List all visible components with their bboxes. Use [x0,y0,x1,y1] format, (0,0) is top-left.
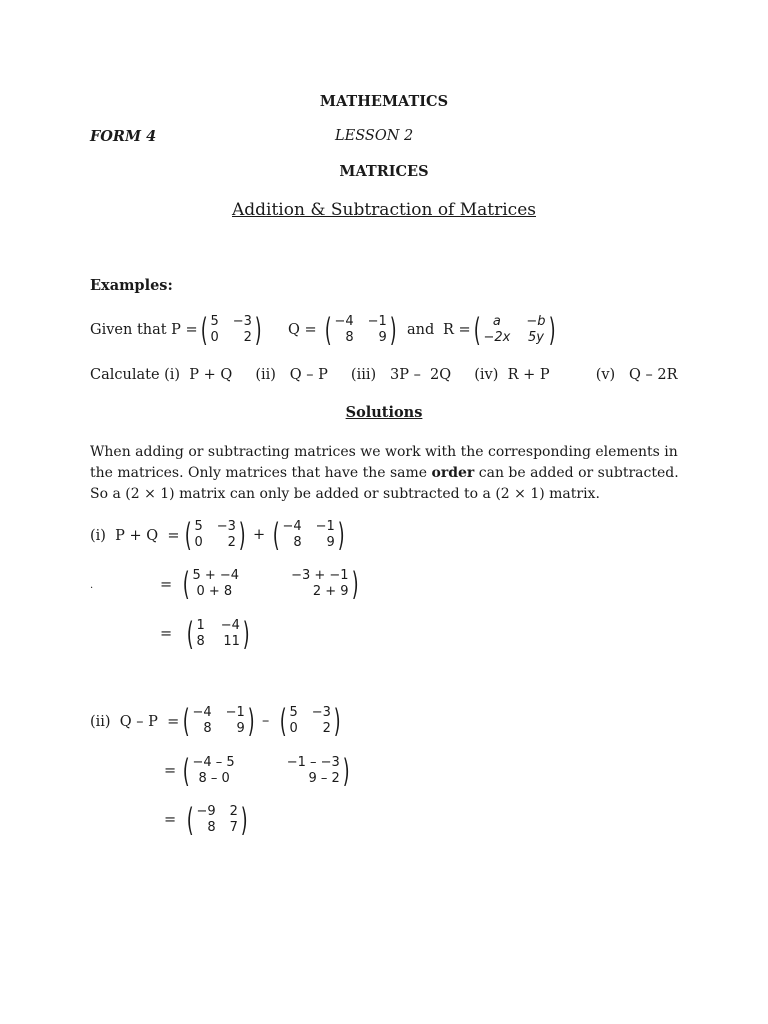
matrix-cell: −9 [196,804,216,819]
matrix-cell: 11 [223,634,240,649]
part-i-matrix-p: ( 5 −3 0 2 ) [184,516,246,554]
equals-sign: = [160,577,173,593]
matrix-cell: −1 [367,314,387,329]
matrix-cell: 0 [194,535,203,550]
equals-sign: = [164,763,177,779]
matrix-cell: 8 [345,330,354,345]
matrix-r: ( a −b −2x 5y ) [473,311,556,349]
para-line-1: When adding or subtracting matrices we work with the corresponding elements in [90,444,678,460]
matrix-cell: 9 [326,535,335,550]
order-emphasis: order [431,465,475,481]
matrix-cell: −3 [216,519,236,534]
matrix-cell: 2 + 9 [312,584,349,599]
matrix-cell: 8 – 0 [198,771,230,786]
part-ii-matrix-q: ( −4 −1 8 9 ) [182,702,255,740]
matrix-cell: 9 [236,721,245,736]
equals-sign: = [164,812,177,828]
para-line-3: So a (2 × 1) matrix can only be added or subtracted to a (2 × 1) matrix. [90,486,600,502]
para-text: the matrices. Only matrices that have the same [90,465,432,481]
matrix-cell: 0 + 8 [196,584,233,599]
matrix-cell: 9 – 2 [308,771,340,786]
matrix-cell: 8 [196,634,205,649]
minus-sign: – [262,713,270,729]
matrix-cell: −4 [192,705,212,720]
page-heading: Addition & Subtraction of Matrices [232,200,536,220]
matrix-cell: −3 + −1 [291,568,349,583]
q-label: Q = [288,322,317,338]
matrix-q-cells [334,314,386,346]
matrix-cell: −b [526,314,546,329]
topic-title: MATRICES [339,163,429,180]
matrix-cell: −3 [311,705,331,720]
part-ii-result-matrix: ( −9 2 8 7 ) [186,801,248,839]
matrix-cell: −4 [334,314,354,329]
and-text: and [407,322,435,338]
matrix-cell: 8 [203,721,212,736]
subject-title: MATHEMATICS [319,93,449,110]
matrix-cell: 7 [229,820,238,835]
lesson-label: LESSON 2 [335,128,414,144]
matrix-cell: 5 + −4 [192,568,240,583]
part-i-label: (i) P + Q = [90,528,180,544]
matrix-cell: 9 [378,330,387,345]
matrix-cell: 2 [227,535,236,550]
matrix-cell: −1 [225,705,245,720]
matrix-cell: 2 [229,804,238,819]
matrix-cell: −4 [282,519,302,534]
matrix-cell: 5 [194,519,203,534]
matrix-cell: 0 [210,330,219,345]
para-text: can be added or subtracted. [474,465,679,481]
matrix-cell: −1 [315,519,335,534]
matrix-cell: −1 – −3 [286,755,340,770]
equals-sign: = [160,626,173,642]
part-ii-step-matrix: ( −4 – 5 −1 – −3 8 – 0 9 – 2 ) [182,752,350,790]
matrix-cell: a [492,314,501,329]
matrix-q: ( −4 −1 8 9 ) [324,311,397,349]
matrix-cell: 2 [322,721,331,736]
matrix-p: ( 5 −3 0 2 ) [200,311,262,349]
part-i-matrix-q: ( −4 −1 8 9 ) [272,516,345,554]
matrix-cell: −3 [232,314,252,329]
part-ii-label: (ii) Q – P = [90,714,180,730]
matrix-cell: 2 [243,330,252,345]
matrix-cell: −4 [220,618,240,633]
matrix-cell: 8 [293,535,302,550]
part-i-result-matrix: ( 1 −4 8 11 ) [186,615,250,653]
matrix-cell: −2x [483,330,511,345]
stray-dot: . [90,580,94,591]
matrix-cell: 1 [196,618,205,633]
examples-label: Examples: [90,277,173,294]
matrix-r-cells [483,314,545,346]
part-i-step-matrix: ( 5 + −4 −3 + −1 0 + 8 2 + 9 ) [182,565,359,603]
matrix-cell: 8 [207,820,216,835]
solutions-heading: Solutions [345,404,423,421]
given-text: Given that P = [90,322,198,338]
form-label: FORM 4 [90,128,157,145]
matrix-p-cells [210,314,251,346]
matrix-cell: 0 [289,721,298,736]
solutions-paragraph [90,442,679,505]
calculate-line: Calculate (i) P + Q (ii) Q – P (iii) 3P – 2Q (iv) R + P (v) Q – 2R [90,367,678,383]
matrix-cell: −4 – 5 [192,755,235,770]
matrix-cell: 5y [527,330,544,345]
part-ii-matrix-p: ( 5 −3 0 2 ) [279,702,341,740]
para-line-2 [90,463,679,484]
matrix-cell: 5 [210,314,219,329]
plus-sign: + [253,527,266,543]
r-label: R = [443,322,471,338]
matrix-cell: 5 [289,705,298,720]
